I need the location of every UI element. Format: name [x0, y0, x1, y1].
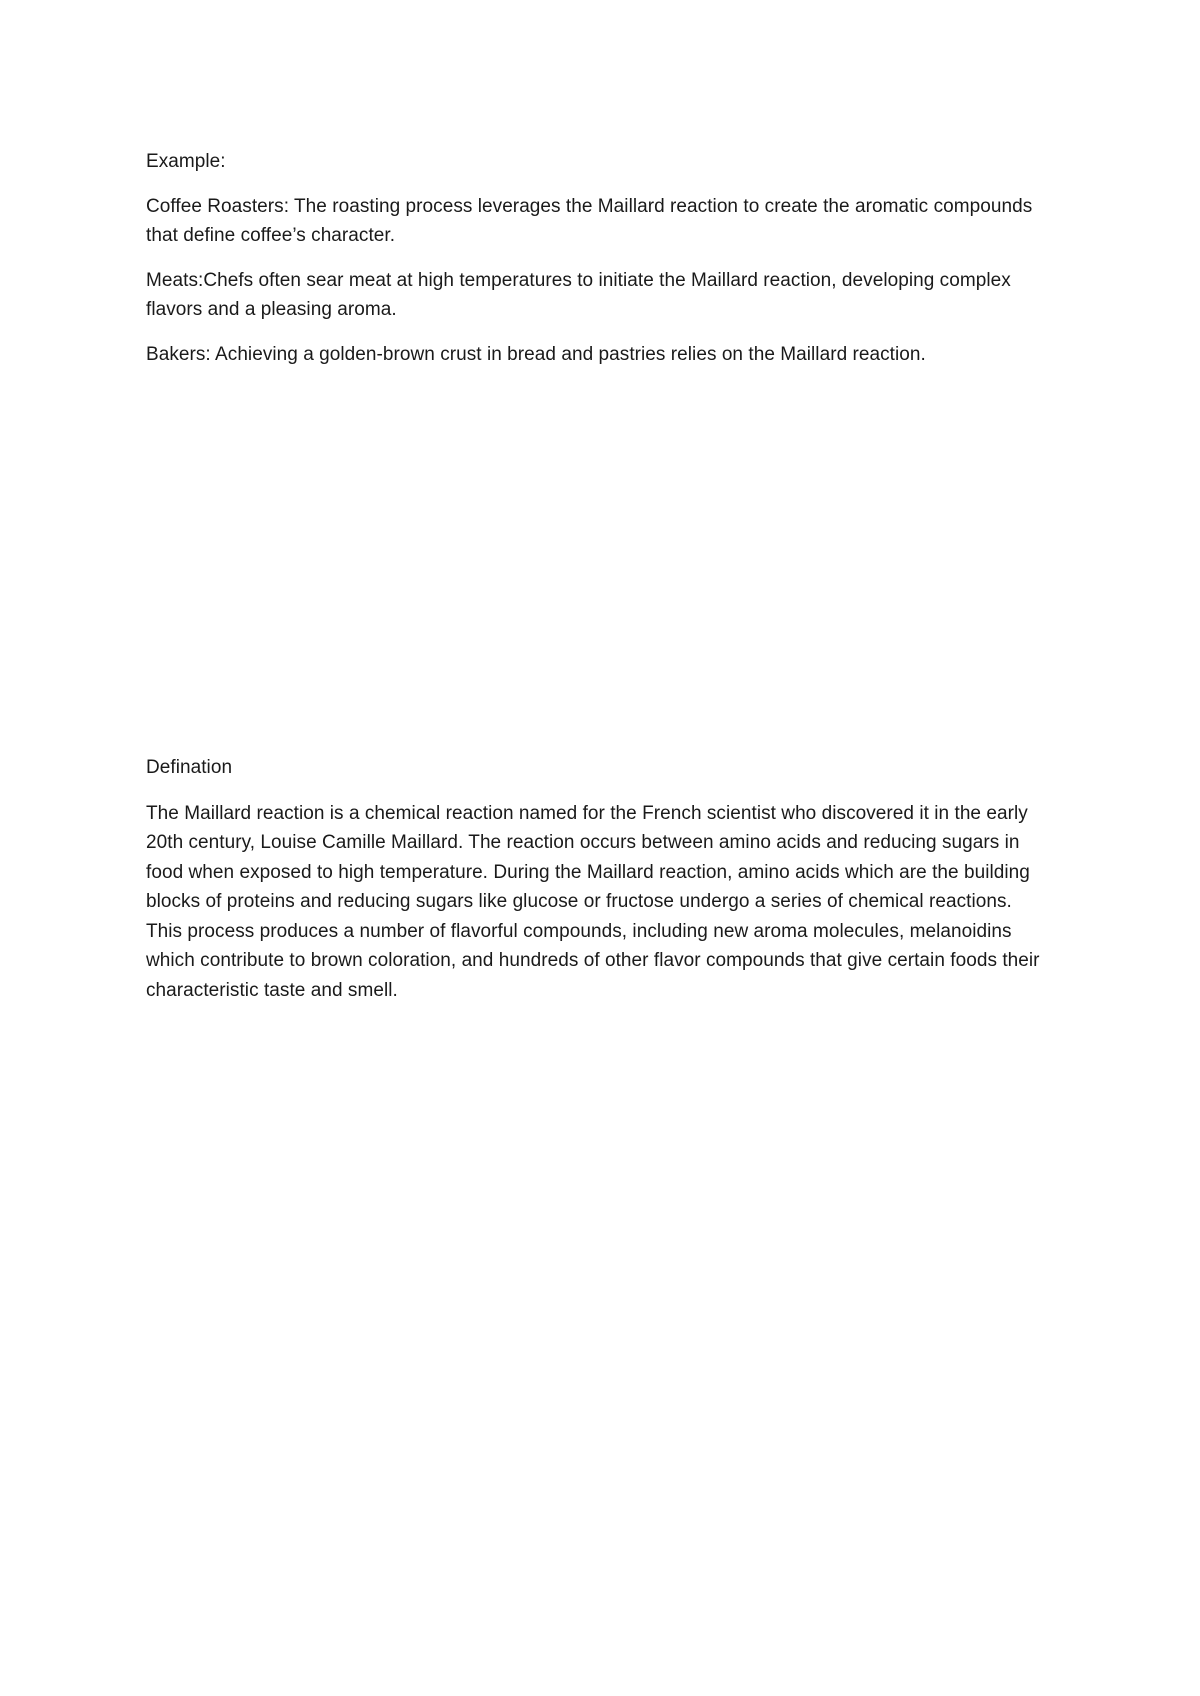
example-bakers: Bakers: Achieving a golden-brown crust in bread and pastries relies on the Maillard reaction. [146, 343, 926, 365]
definition-heading: Defination [146, 757, 233, 778]
example-coffee-roasters: Coffee Roasters: The roasting process leverages the Maillard reaction to create the aromatic compounds that define coffee’s character. [146, 195, 1033, 246]
example-meats: Meats:Chefs often sear meat at high temperatures to initiate the Maillard reaction, developing complex flavors and a pleasing aroma. [146, 269, 1011, 320]
definition-body: The Maillard reaction is a chemical reaction named for the French scientist who discovered it in the early 20th century, Louise Camille Maillard. The reaction occurs between amino acids and reducing sugars in food when exposed to high temperature. During the Maillard reaction, amino acids which are the building blocks of proteins and reducing sugars like glucose or fructose undergo a series of chemical reactions. This process produces a number of flavorful compounds, including new aroma molecules, melanoidins which contribute to brown coloration, and hundreds of other flavor compounds that give certain foods their characteristic taste and smell. [146, 802, 1040, 1001]
definition-section [146, 753, 1046, 1005]
examples-section [146, 147, 1046, 369]
examples-heading: Example: [146, 151, 226, 172]
